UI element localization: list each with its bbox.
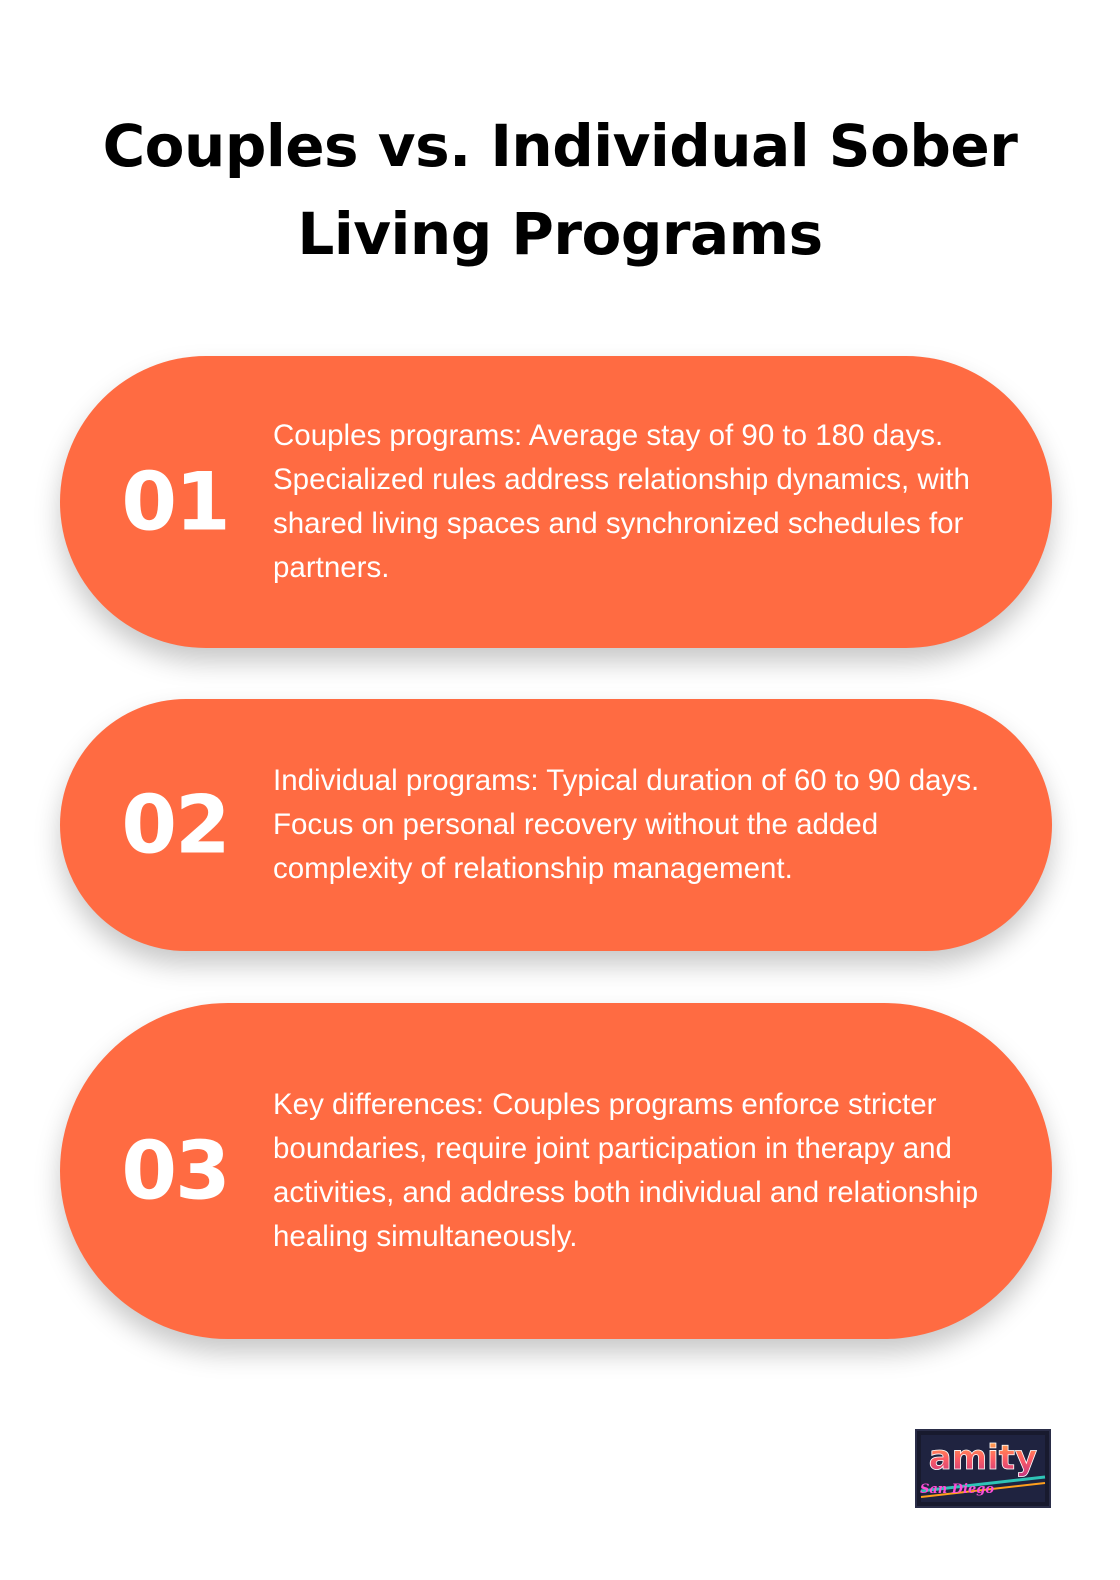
item-number: 03 — [121, 1124, 229, 1218]
item-number: 02 — [121, 778, 229, 872]
list-item-02 — [60, 699, 1052, 951]
item-text: Individual programs: Typical duration of 60 to 90 days. Focus on personal recovery without the added complexity of relationship management. — [273, 764, 980, 885]
amity-logo — [915, 1429, 1051, 1508]
item-text: Couples programs: Average stay of 90 to 180 days. Specialized rules address relationship dynamics, with shared living spaces and synchronized schedules for partners. — [273, 419, 970, 584]
logo-word: amity — [928, 1438, 1038, 1478]
logo-graphic — [917, 1431, 1049, 1506]
list-item-01 — [60, 356, 1052, 648]
item-number: 01 — [121, 455, 229, 549]
item-text: Key differences: Couples programs enforce stricter boundaries, require joint participation in therapy and activities, and address both individual and relationship healing simultaneously. — [273, 1088, 979, 1253]
list-item-03 — [60, 1003, 1052, 1339]
logo-script: San Diego — [919, 1482, 995, 1497]
page-title: Couples vs. Individual Sober Living Programs — [102, 112, 1018, 268]
